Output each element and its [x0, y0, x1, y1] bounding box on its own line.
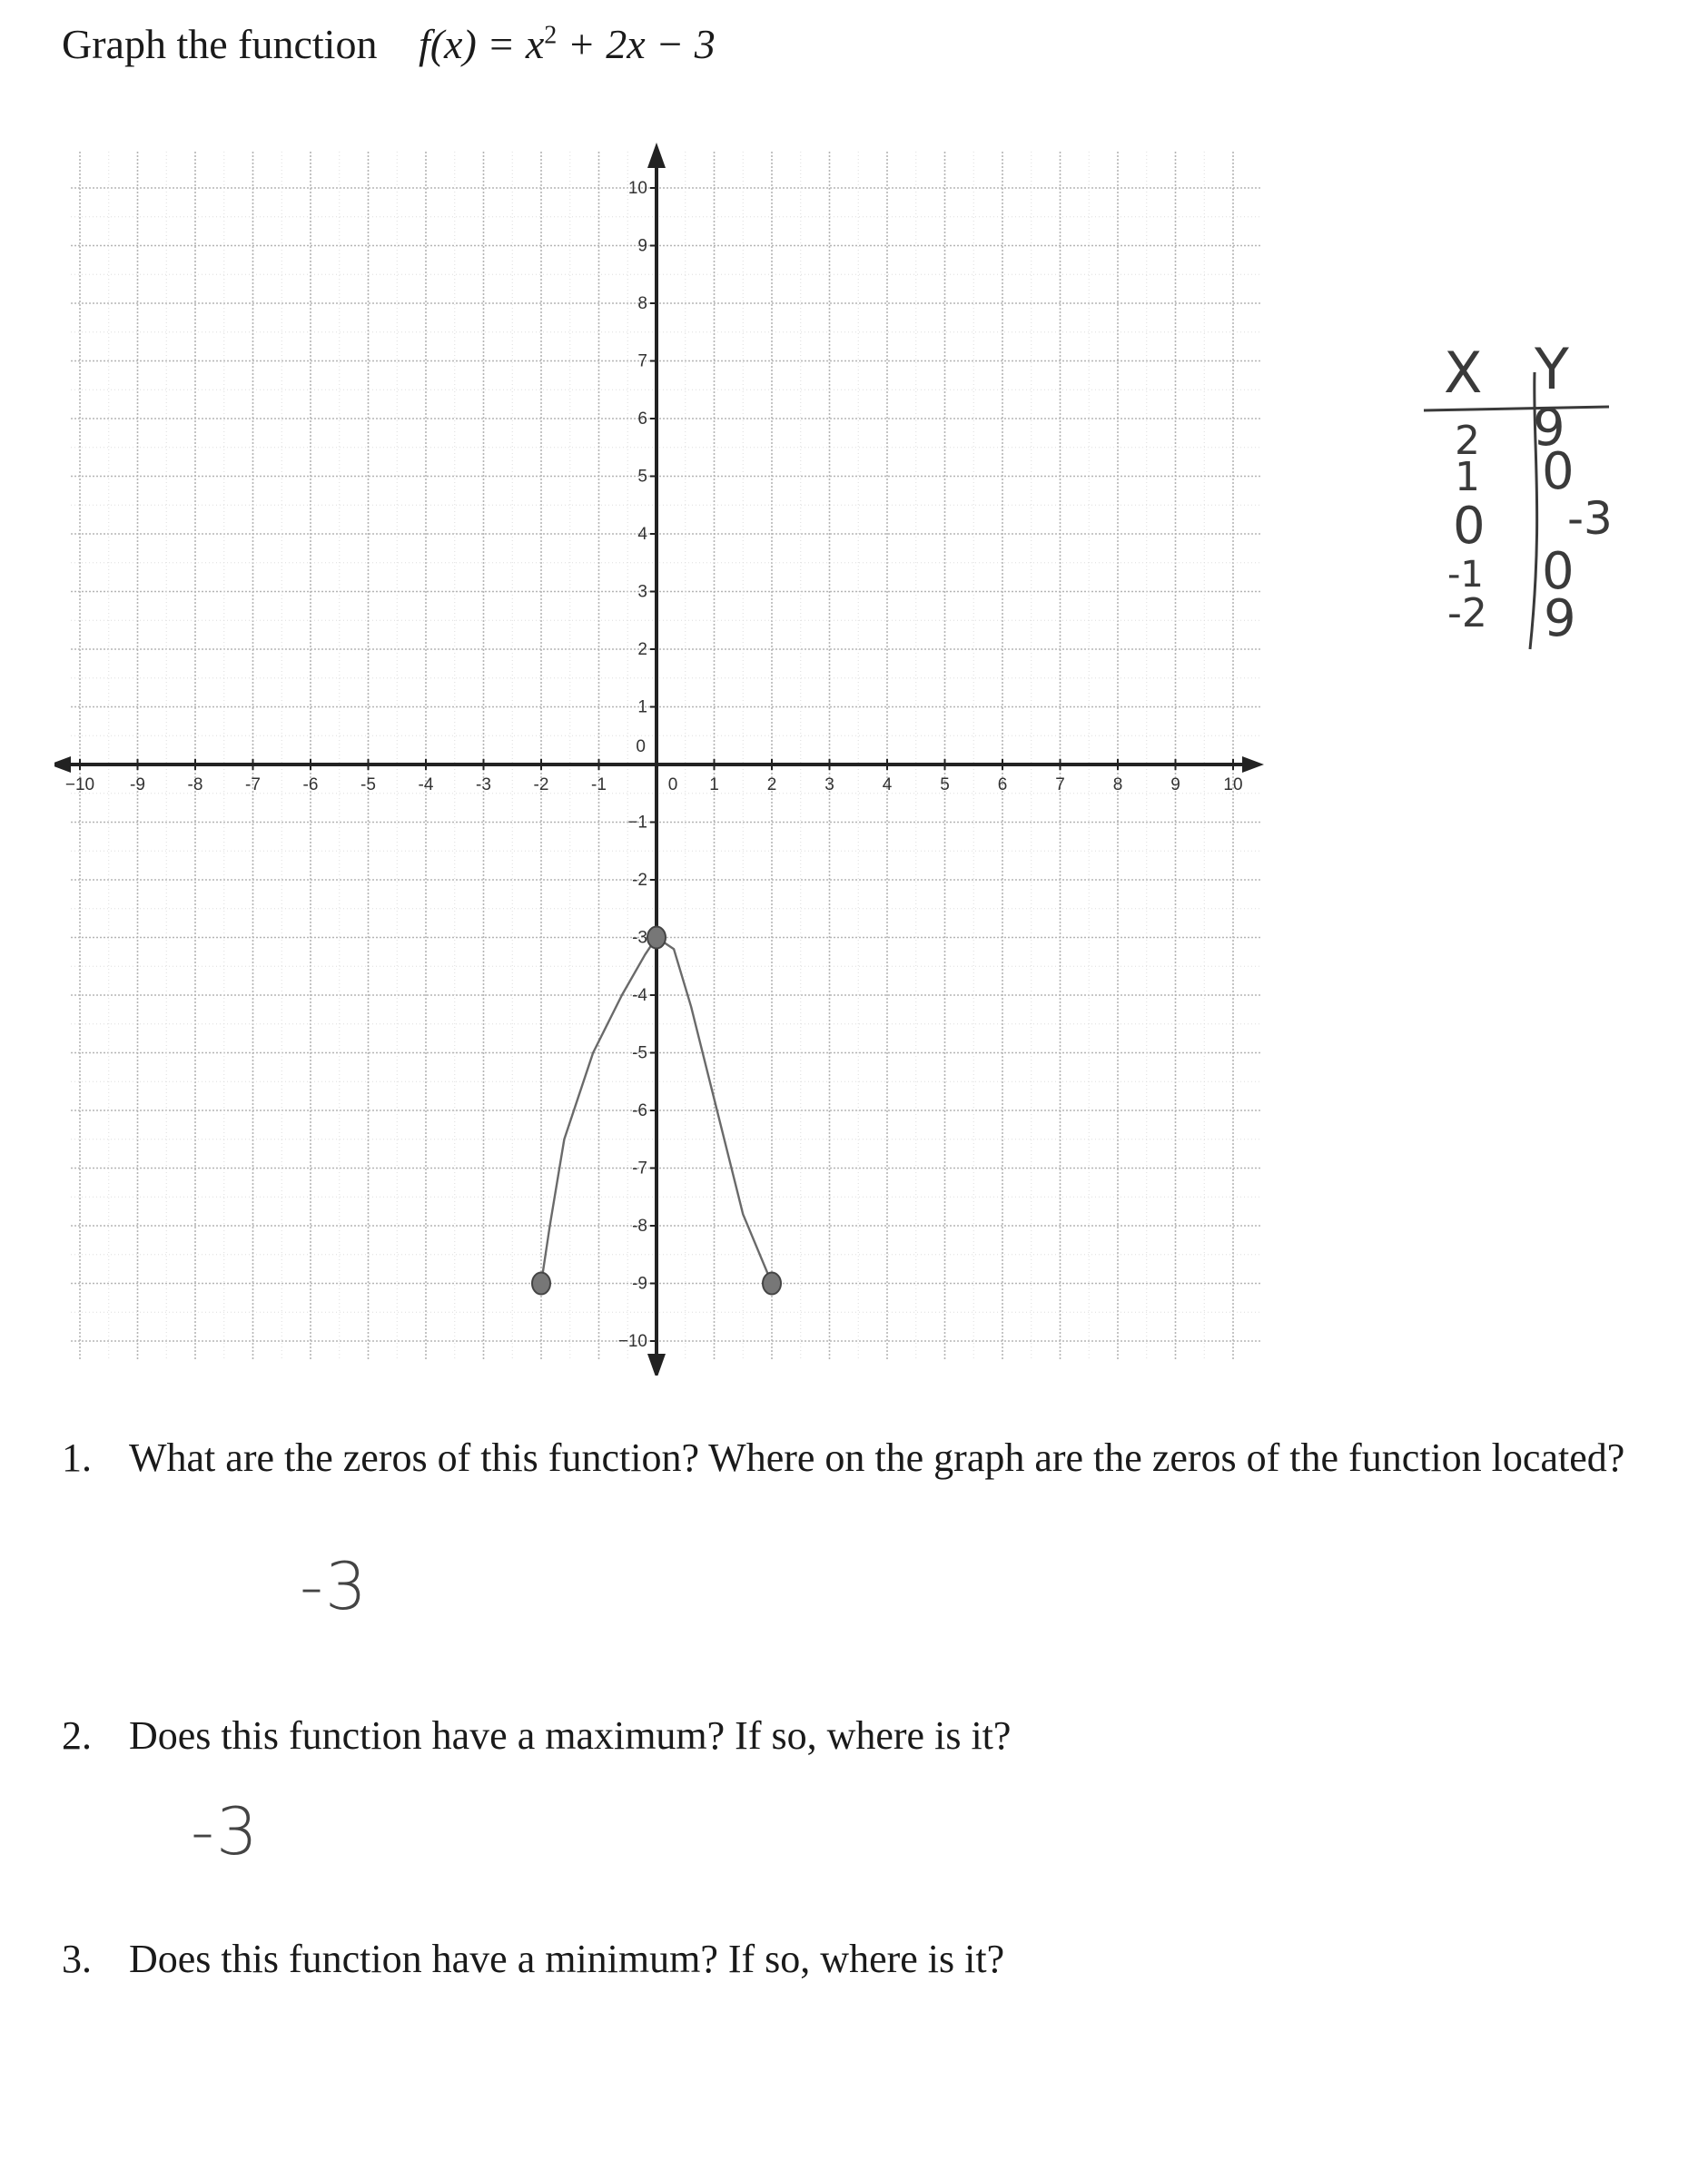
x-tick-label: −10 [64, 775, 95, 794]
y-tick-label: −10 [617, 1332, 647, 1351]
y-tick-label: 9 [637, 236, 647, 256]
x-tick-label: -2 [533, 775, 549, 794]
table-x-value: 2 [1455, 418, 1480, 464]
table-x-value: -1 [1447, 554, 1484, 596]
table-x-value: -2 [1447, 590, 1487, 636]
question-2 [62, 1712, 1678, 1760]
y-tick-label: -4 [632, 986, 647, 1005]
y-tick-label: 1 [637, 697, 647, 717]
y-tick-label: -2 [632, 871, 647, 890]
question-text: Does this function have a maximum? If so, where is it? [129, 1713, 1012, 1758]
x-tick-label: 6 [997, 775, 1008, 794]
y-tick-label: -9 [632, 1274, 647, 1294]
x-tick-label: 8 [1112, 775, 1123, 794]
y-tick-label: -6 [632, 1101, 647, 1120]
x-tick-label: -7 [245, 775, 261, 794]
table-y-column [1533, 399, 1613, 648]
y-tick-label: 10 [627, 179, 647, 198]
y-tick-label: 2 [637, 640, 647, 659]
x-tick-label: -1 [591, 775, 607, 794]
table-y-value: 0 [1542, 442, 1575, 501]
question-3 [62, 1936, 1678, 1983]
y-tick-label: -8 [632, 1217, 647, 1236]
question-1 [62, 1435, 1678, 1482]
x-tick-label: -8 [187, 775, 203, 794]
question-number: 1. [62, 1435, 92, 1480]
table-y-value: 9 [1533, 399, 1565, 458]
y-tick-label: 6 [637, 409, 647, 429]
question-text: Does this function have a minimum? If so, where is it? [129, 1937, 1005, 1981]
x-tick-label: -9 [130, 775, 145, 794]
x-tick-label: 10 [1223, 775, 1243, 794]
x-tick-label: 3 [824, 775, 834, 794]
x-tick-label: 2 [766, 775, 777, 794]
y-tick-label: 7 [637, 351, 647, 371]
x-tick-label: -6 [302, 775, 319, 794]
page-title [62, 20, 716, 68]
answer-2: -3 [191, 1793, 260, 1869]
question-number: 2. [62, 1713, 92, 1758]
student-plotted-point [647, 927, 666, 949]
table-x-value: 0 [1453, 497, 1486, 556]
coordinate-graph [54, 132, 1289, 1376]
y-tick-label: -3 [632, 928, 647, 948]
table-y-value: 0 [1542, 542, 1575, 601]
handwritten-xy-table [1398, 336, 1634, 663]
table-y-value: 9 [1544, 589, 1576, 648]
x-tick-label: -3 [476, 775, 491, 794]
y-tick-label: 3 [637, 582, 647, 602]
question-number: 3. [62, 1937, 92, 1981]
x-tick-label: 4 [882, 775, 893, 794]
table-header-y: Y [1535, 336, 1569, 402]
grid-lines [71, 152, 1260, 1359]
y-tick-label: -5 [632, 1043, 647, 1063]
question-text: What are the zeros of this function? Where on the graph are the zeros of the function located? [129, 1435, 1625, 1480]
y-tick-label: 8 [637, 294, 647, 313]
function-exponent: 2 [544, 21, 558, 50]
y-tick-label: −1 [627, 813, 647, 833]
answer-1: -3 [300, 1548, 369, 1624]
function-lhs: f(x) = x [418, 21, 545, 67]
function-rhs: + 2x − 3 [557, 21, 716, 67]
x-tick-label: 7 [1055, 775, 1065, 794]
x-tick-label: -5 [360, 775, 376, 794]
student-plotted-point [532, 1273, 550, 1295]
table-header-rule [1424, 407, 1609, 410]
x-tick-label: 9 [1170, 775, 1180, 794]
function-expression [419, 21, 716, 67]
axes [54, 143, 1264, 1376]
x-tick-label: 1 [709, 775, 719, 794]
y-tick-label: -7 [632, 1159, 647, 1179]
x-tick-label: -4 [418, 775, 434, 794]
student-plotted-point [763, 1273, 781, 1295]
table-y-value: -3 [1567, 492, 1613, 545]
y-axis-arrow-down [647, 1354, 666, 1376]
instruction-text: Graph the function [62, 21, 378, 67]
y-tick-label: 4 [637, 525, 647, 544]
table-header-x: X [1444, 340, 1483, 406]
table-x-value: 1 [1455, 454, 1480, 500]
x-tick-label: 5 [940, 775, 950, 794]
y-tick-label: 0 [636, 737, 646, 756]
x-tick-label: 0 [667, 775, 678, 794]
table-x-column [1447, 418, 1487, 636]
y-axis-arrow-up [647, 143, 666, 168]
y-tick-label: 5 [637, 467, 647, 487]
x-axis-arrow-right [1242, 756, 1264, 773]
x-axis-arrow-left [54, 756, 71, 773]
